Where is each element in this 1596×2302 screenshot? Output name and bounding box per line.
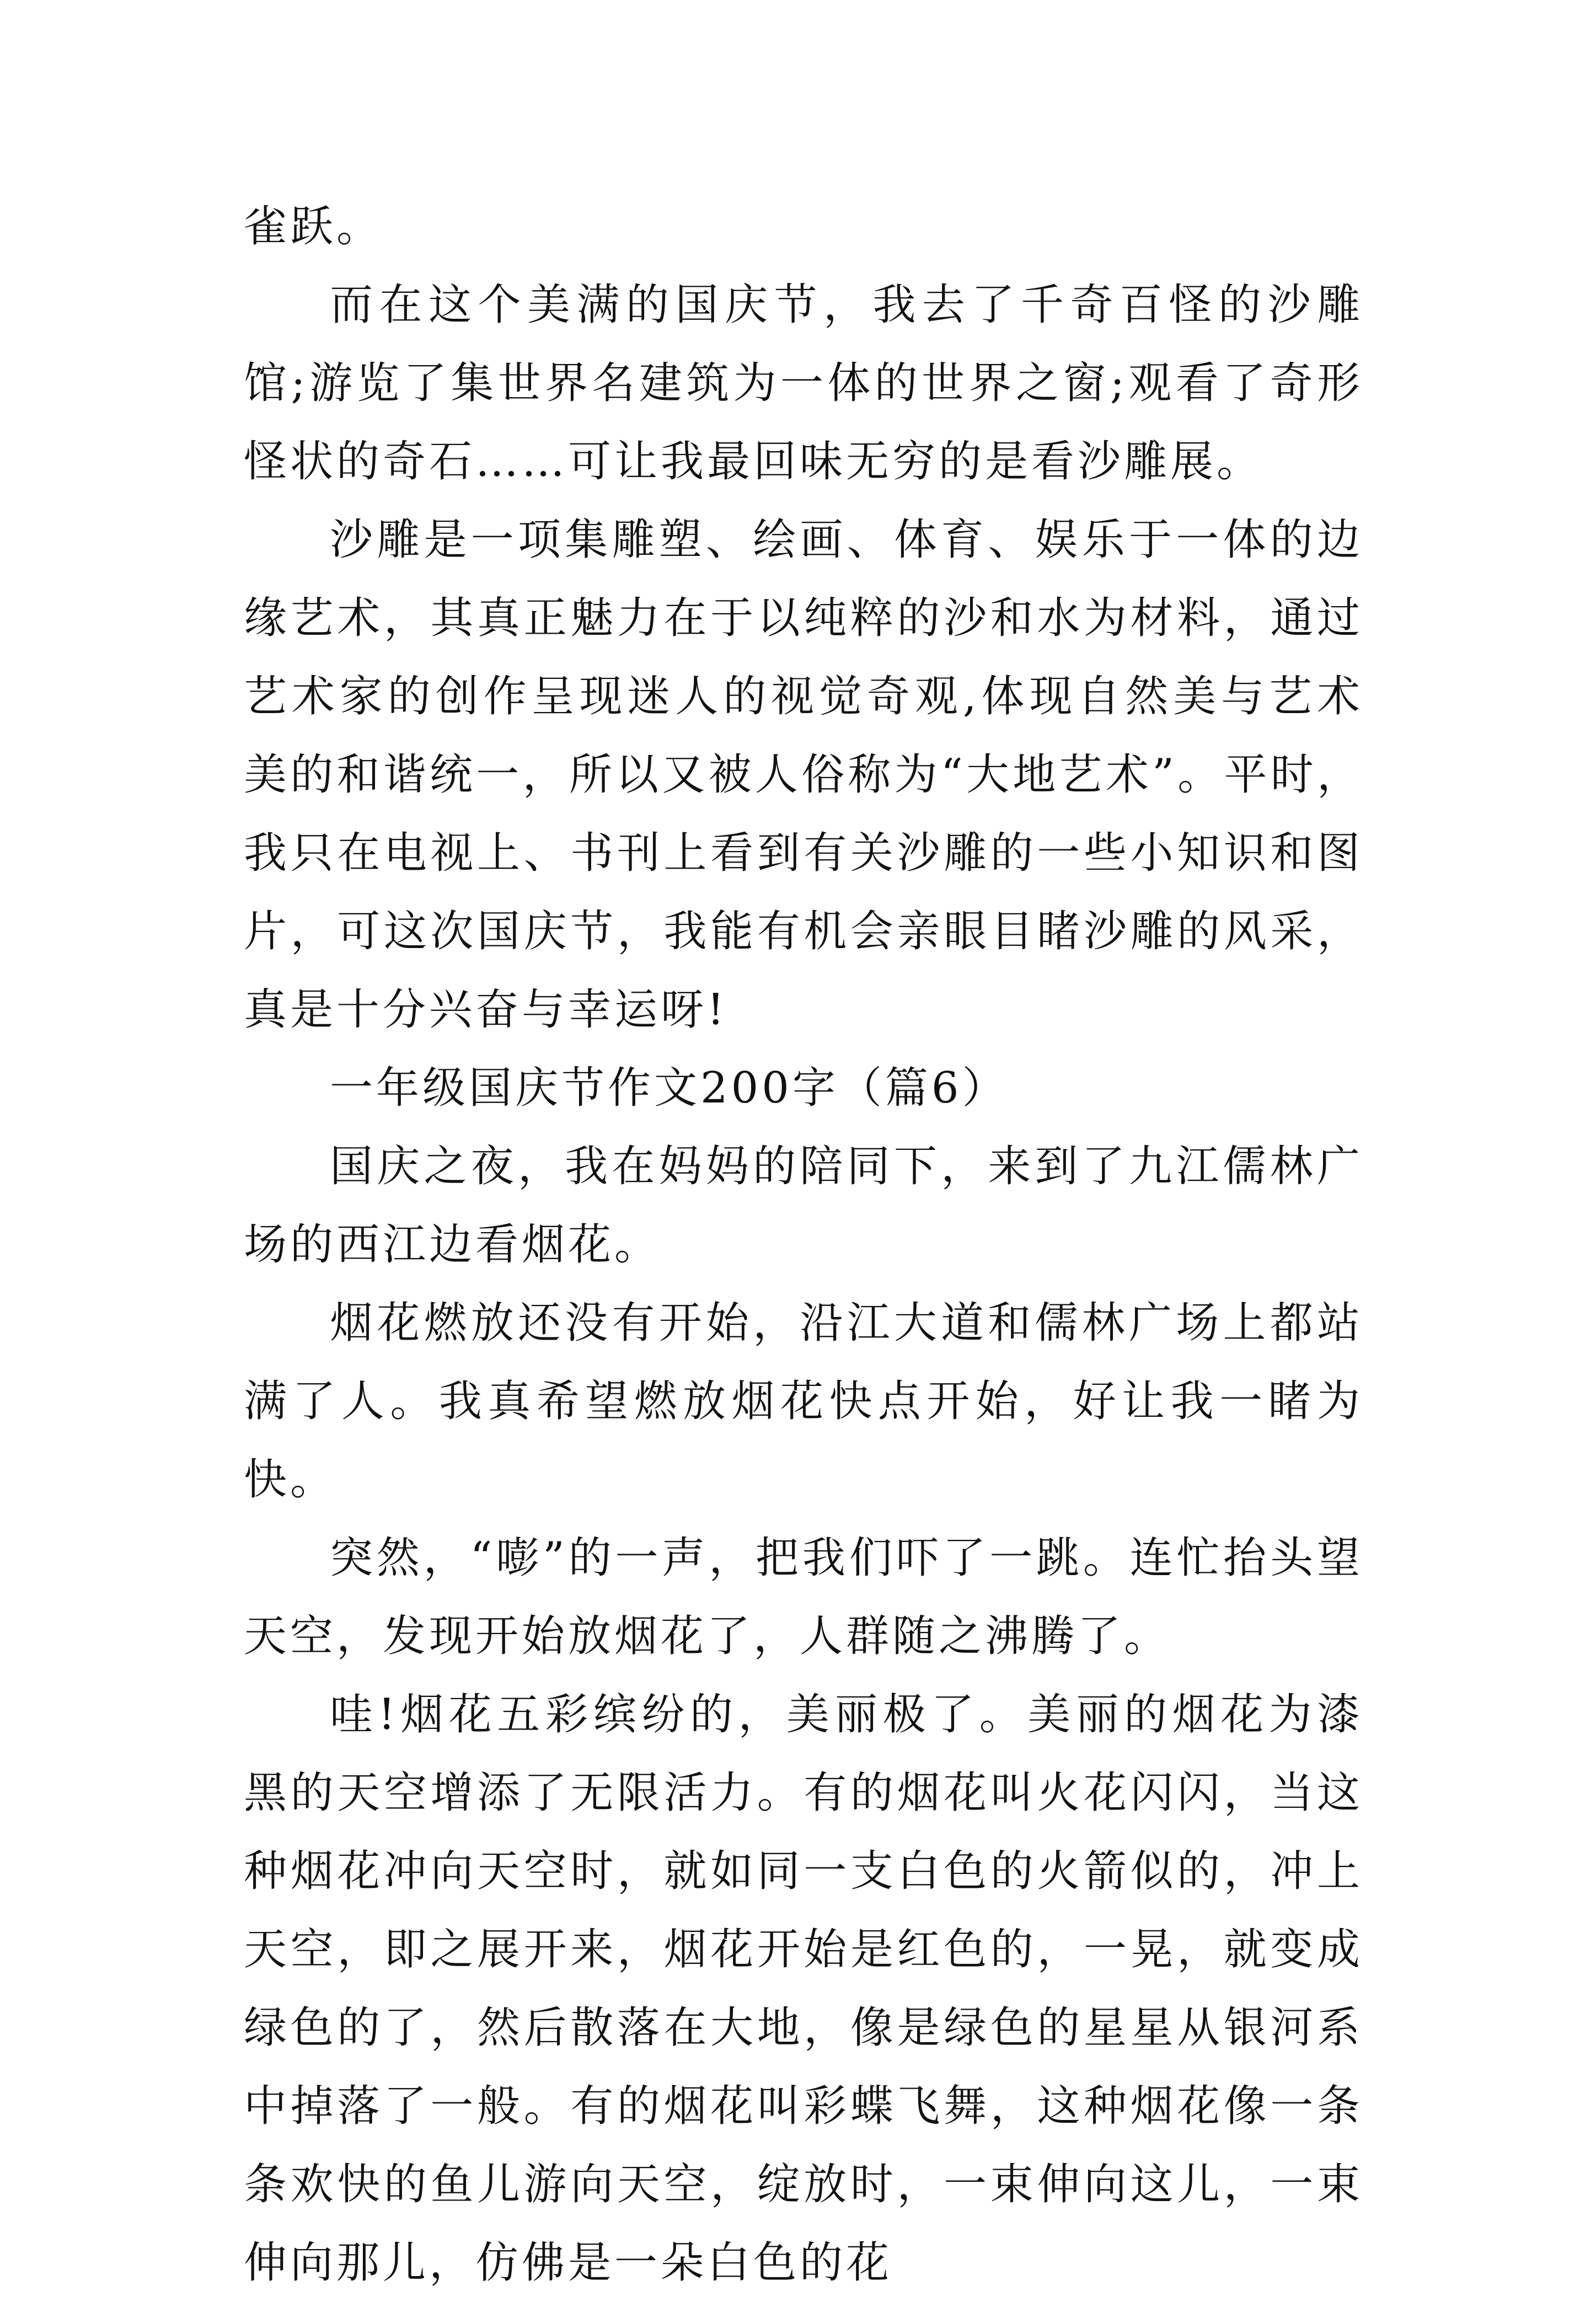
section-heading: 一年级国庆节作文200字（篇6） <box>330 1063 1009 1113</box>
paragraph-3: 沙雕是一项集雕塑、绘画、体育、娱乐于一体的边缘艺术，其真正魅力在于以纯粹的沙和水为材料，通过艺术家的创作呈现迷人的视觉奇观,体现自然美与艺术美的和谐统一，所以又被人俗称为“大地艺术”。平时，我只在电视上、书刊上看到有关沙雕的一些小知识和图片，可这次国庆节，我能有机会亲眼目睹沙雕的风采，真是十分兴奋与幸运呀! <box>244 515 1363 1035</box>
paragraph-7: 哇!烟花五彩缤纷的，美丽极了。美丽的烟花为漆黑的天空增添了无限活力。有的烟花叫火花闪闪，当这种烟花冲向天空时，就如同一支白色的火箭似的，冲上天空，即之展开来，烟花开始是红色的，一晃，就变成绿色的了，然后散落在大地，像是绿色的星星从银河系中掉落了一般。有的烟花叫彩蝶飞舞，这种烟花像一条条欢快的鱼儿游向天空，绽放时，一束伸向这儿，一束伸向那儿，仿佛是一朵白色的花 <box>244 1690 1363 2288</box>
document-body <box>244 188 1363 2302</box>
paragraph-5: 烟花燃放还没有开始，沿江大道和儒林广场上都站满了人。我真希望燃放烟花快点开始，好让我一睹为快。 <box>244 1298 1363 1505</box>
paragraph-1: 雀跃。 <box>244 202 383 251</box>
paragraph-6: 突然，“嘭”的一声，把我们吓了一跳。连忙抬头望天空，发现开始放烟花了，人群随之沸腾了。 <box>244 1533 1363 1661</box>
paragraph-4: 国庆之夜，我在妈妈的陪同下，来到了九江儒林广场的西江边看烟花。 <box>244 1142 1363 1270</box>
paragraph-2: 而在这个美满的国庆节，我去了千奇百怪的沙雕馆;游览了集世界名建筑为一体的世界之窗;观看了奇形怪状的奇石……可让我最回味无穷的是看沙雕展。 <box>244 280 1363 486</box>
